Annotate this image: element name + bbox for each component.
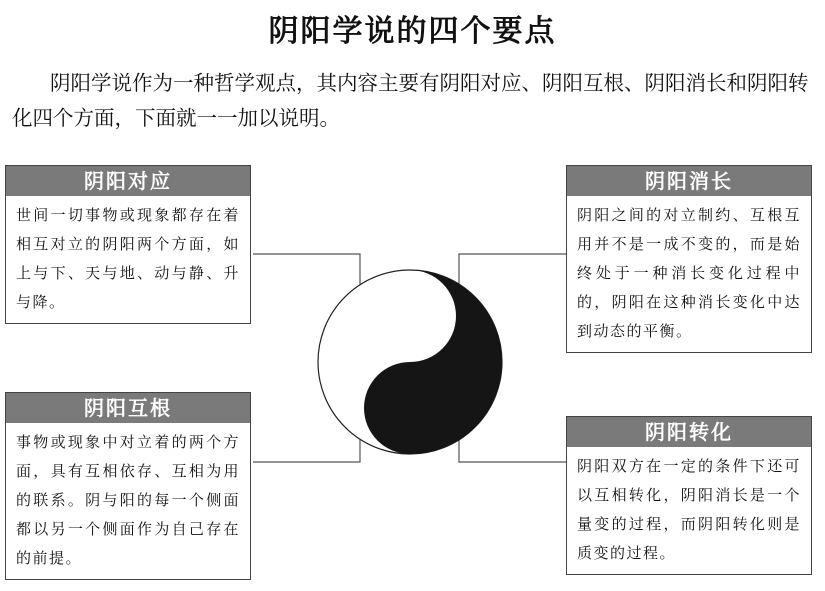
intro-paragraph: 阴阳学说作为一种哲学观点，其内容主要有阴阳对应、阴阳互根、阴阳消长和阴阳转化四个方面，下面就一一加以说明。 bbox=[12, 71, 809, 130]
box-text: 阴阳双方在一定的条件下还可以互相转化，阴阳消长是一个量变的过程，而阴阳转化则是质变的过程。 bbox=[577, 457, 801, 562]
box-heading: 阴阳消长 bbox=[567, 166, 811, 196]
box-heading: 阴阳互根 bbox=[6, 393, 250, 423]
box-text: 阴阳之间的对立制约、互根互用并不是一成不变的，而是始终处于一种消长变化过程中的，阴阳在这种消长变化中达到动态的平衡。 bbox=[577, 206, 801, 340]
box-text: 事物或现象中对立着的两个方面，具有互相依存、互相为用的联系。阴与阳的每一个侧面都以另一个侧面作为自己存在的前提。 bbox=[16, 433, 240, 567]
box-text: 世间一切事物或现象都存在着相互对立的阴阳两个方面，如上与下、天与地、动与静、升与降。 bbox=[16, 206, 240, 311]
box-yin-yang-transformation bbox=[566, 416, 812, 575]
yin-dot bbox=[397, 395, 423, 421]
box-heading: 阴阳转化 bbox=[567, 417, 811, 447]
box-yin-yang-correspondence bbox=[5, 165, 251, 324]
yang-dot bbox=[397, 303, 423, 329]
box-yin-yang-interdependence bbox=[5, 392, 251, 580]
page-title: 阴阳学说的四个要点 bbox=[268, 14, 557, 49]
yin-yang-icon bbox=[316, 268, 504, 456]
box-yin-yang-waxing-waning bbox=[566, 165, 812, 353]
box-heading: 阴阳对应 bbox=[6, 166, 250, 196]
